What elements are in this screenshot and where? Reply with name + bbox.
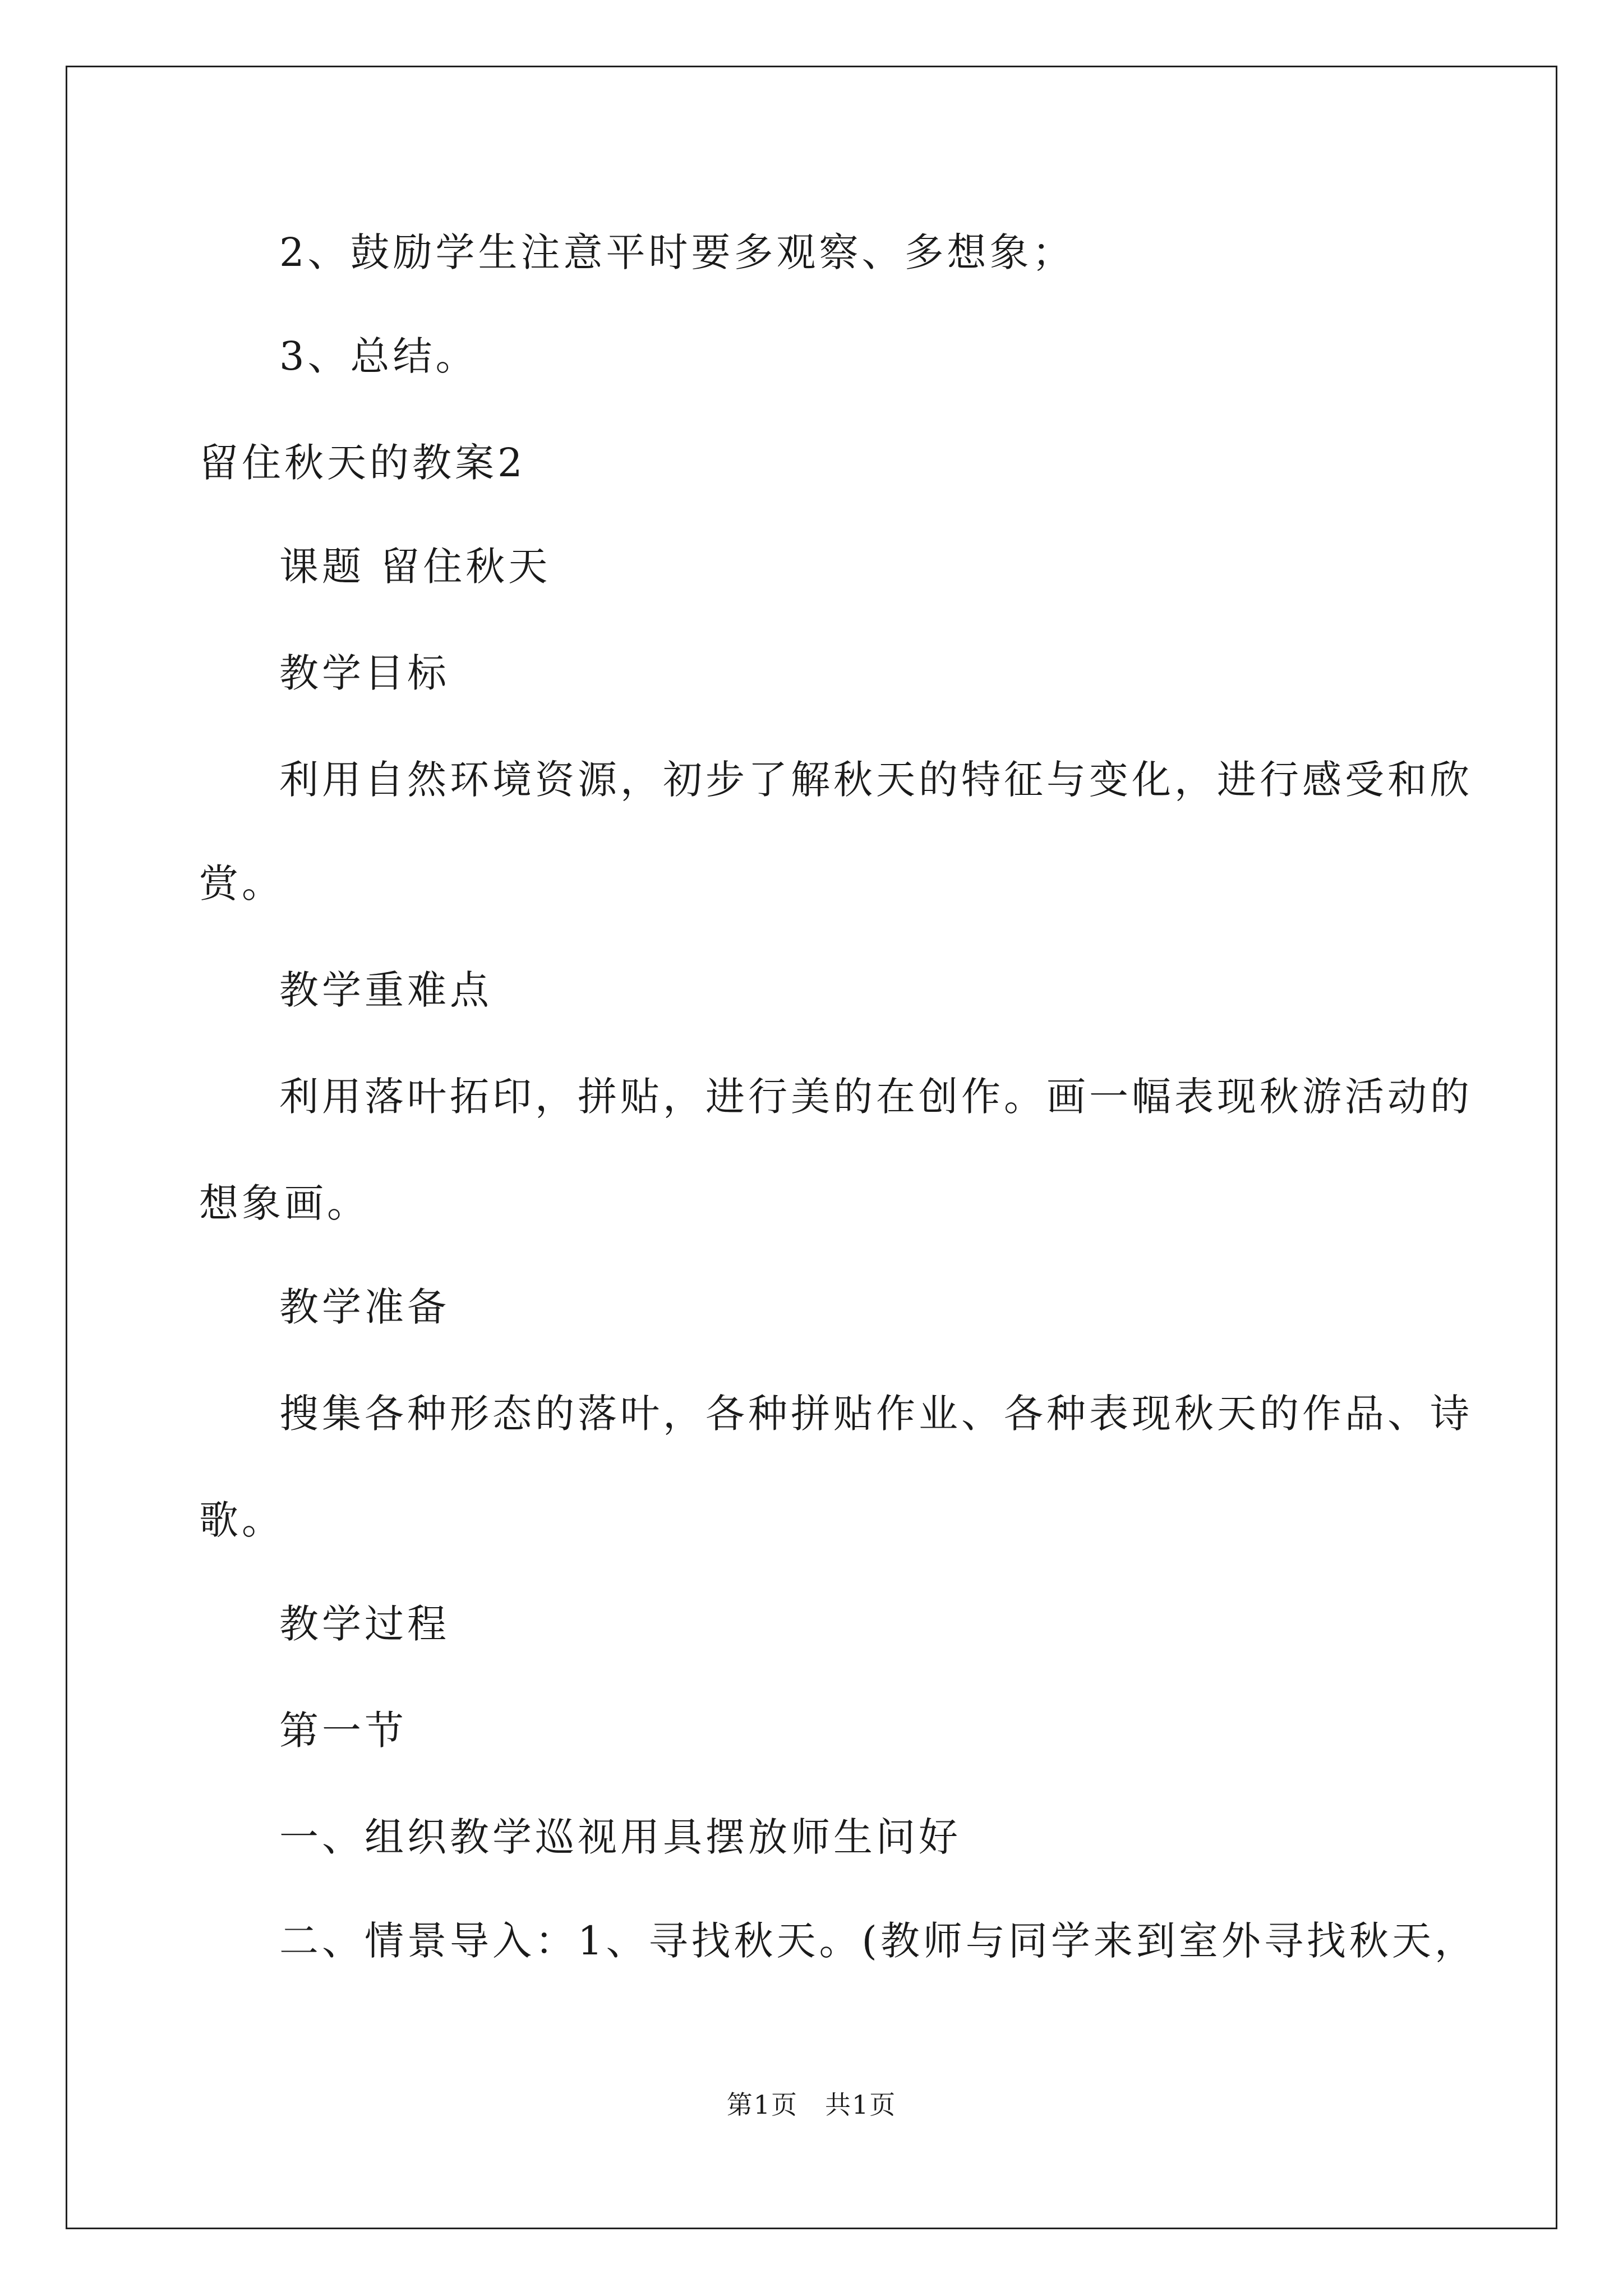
section-heading: 留住秋天的教案2 [199, 440, 526, 486]
page-footer: 第1页 共1页 [726, 2090, 897, 2120]
text-line: 教学准备 [279, 1284, 450, 1330]
text-line: 3、总结。 [279, 333, 478, 379]
text-line: 2、鼓励学生注意平时要多观察、多想象； [279, 229, 1075, 275]
text-line: 教学重难点 [279, 967, 492, 1013]
text-line: 第一节 [279, 1708, 407, 1754]
page-border [66, 66, 1557, 2229]
text-line: 二、情景导入：1、寻找秋天。(教师与同学来到室外寻找秋天， [279, 1918, 1477, 1964]
text-line: 一、组织教学巡视用具摆放师生问好 [279, 1814, 961, 1860]
text-line: 教学目标 [279, 650, 450, 696]
text-line: 课题 留住秋天 [279, 544, 551, 590]
text-line: 歌。 [199, 1497, 284, 1543]
text-line: 利用落叶拓印，拼贴，进行美的在创作。画一幅表现秋游活动的 [279, 1074, 1473, 1120]
text-line: 想象画。 [199, 1180, 370, 1226]
text-line: 利用自然环境资源，初步了解秋天的特征与变化，进行感受和欣 [279, 757, 1473, 803]
text-line: 赏。 [199, 861, 284, 907]
text-line: 搜集各种形态的落叶，各种拼贴作业、各种表现秋天的作品、诗 [279, 1391, 1473, 1437]
text-line: 教学过程 [279, 1601, 450, 1647]
